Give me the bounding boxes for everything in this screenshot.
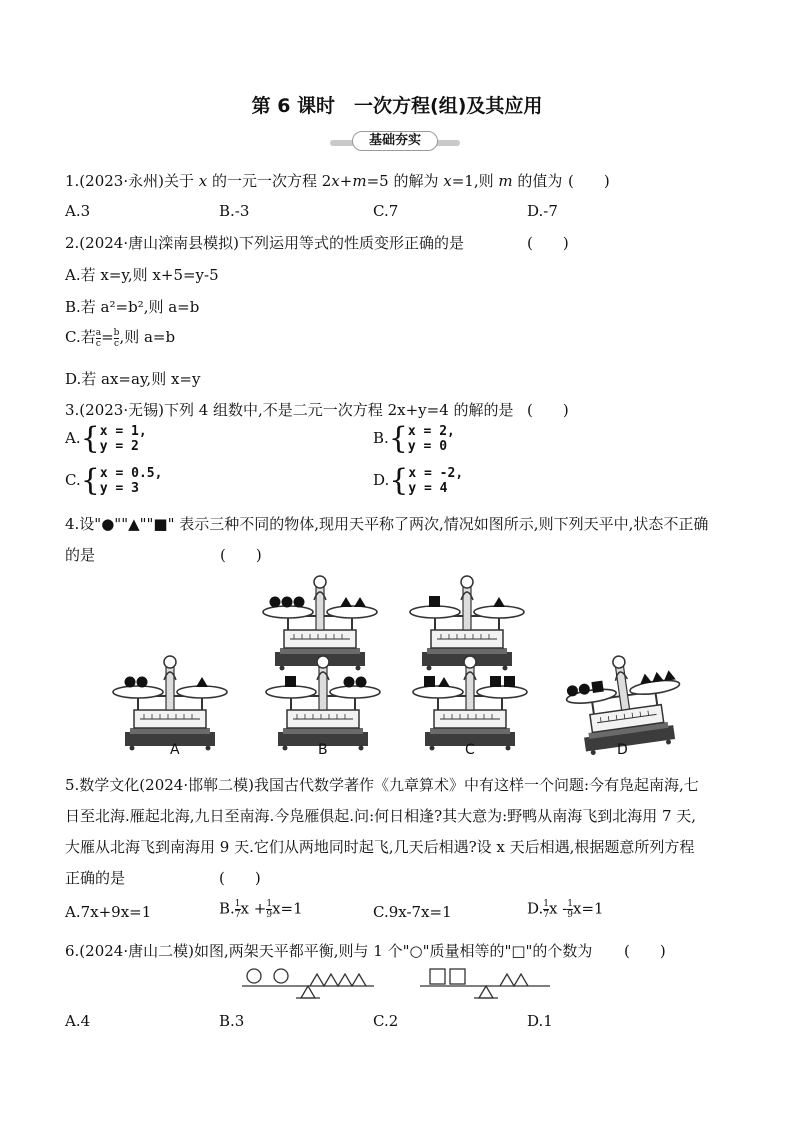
brace: { [388, 421, 408, 456]
q6-balance-figures [0, 962, 794, 1004]
q1-answer-blank[interactable]: ( ) [568, 172, 610, 190]
q5-stem-line1: 5.数学文化(2024·邯郸二模)我国古代数学著作《九章算术》中有这样一个问题:今有凫起南海,七 [65, 776, 699, 794]
q1-var: x [198, 172, 208, 190]
numerator: 1 [543, 899, 549, 909]
q1-option-b[interactable]: B.-3 [219, 202, 250, 220]
q2-c-text: ,则 a=b [119, 328, 176, 346]
q4-stem-line1: 4.设"●""▲""■" 表示三种不同的物体,现用天平称了两次,情况如图所示,则下列天平中,状态不正确 [65, 515, 709, 533]
q5-option-b[interactable] [219, 899, 303, 920]
system-line: y = 0 [407, 439, 448, 454]
equation-system [100, 424, 147, 454]
brace: { [389, 463, 409, 498]
system-line: y = 2 [99, 439, 139, 454]
option-letter: D. [527, 899, 544, 918]
section-header [330, 131, 460, 151]
q1-text: 1.(2023·永州)关于 [65, 172, 199, 190]
denominator: 9 [266, 910, 273, 920]
q4-balance-figures [0, 560, 794, 765]
q6-answer-blank[interactable]: ( ) [624, 942, 666, 960]
numerator: b [113, 327, 120, 338]
q3-option-a[interactable] [65, 421, 147, 456]
denominator: c [114, 338, 120, 349]
q2-c-text: C.若 [65, 328, 96, 346]
q5-stem-line4: 正确的是 [65, 869, 126, 887]
numerator: 1 [234, 899, 241, 909]
q6-option-d[interactable]: D.1 [527, 1012, 553, 1030]
q1-option-a[interactable]: A.3 [65, 202, 91, 220]
page-title: 第 6 课时 一次方程(组)及其应用 [251, 95, 543, 117]
q5-d-text: x - [549, 899, 568, 918]
numerator: 1 [266, 899, 273, 909]
q1-text: + [339, 172, 353, 190]
equation-system [100, 466, 163, 496]
q2-option-d[interactable]: D.若 ax=ay,则 x=y [65, 370, 201, 388]
q1-var: m [498, 172, 513, 190]
q3-option-d[interactable] [373, 463, 464, 498]
equation-system [408, 424, 455, 454]
q2-stem: 2.(2024·唐山滦南县模拟)下列运用等式的性质变形正确的是 [65, 234, 464, 252]
q1-text: =5 的解为 [366, 172, 444, 190]
q6-stem: 6.(2024·唐山二模)如图,两架天平都平衡,则与 1 个"○"质量相等的"□"的个数为 [65, 942, 593, 960]
q4-label-a[interactable]: A [170, 742, 180, 758]
system-line: x = 1, [99, 424, 147, 439]
q5-option-c[interactable]: C.9x-7x=1 [373, 903, 452, 921]
q2-option-a[interactable]: A.若 x=y,则 x+5=y-5 [65, 266, 219, 284]
section-label: 基础夯实 [352, 131, 438, 151]
q5-option-a[interactable]: A.7x+9x=1 [65, 903, 152, 921]
q2-option-b[interactable]: B.若 a²=b²,则 a=b [65, 298, 200, 316]
q6-option-b[interactable]: B.3 [219, 1012, 245, 1030]
q1-var: x [443, 172, 452, 190]
numerator: a [95, 327, 102, 338]
q5-d-text: x=1 [573, 899, 604, 918]
option-letter: B. [373, 429, 389, 447]
system-line: x = 2, [407, 424, 455, 439]
q6-option-c[interactable]: C.2 [373, 1012, 399, 1030]
q1-text: 的一元一次方程 2 [207, 172, 332, 190]
system-line: y = 4 [408, 481, 448, 496]
q3-option-c[interactable] [65, 463, 163, 498]
q6-option-a[interactable]: A.4 [65, 1012, 91, 1030]
q1-option-c[interactable]: C.7 [373, 202, 399, 220]
q1-text: =1,则 [451, 172, 499, 190]
equation-system [408, 466, 463, 496]
system-line: x = 0.5, [99, 466, 163, 481]
denominator: c [95, 338, 101, 349]
q4-label-d[interactable]: D [617, 742, 628, 758]
system-line: x = -2, [408, 466, 464, 481]
denominator: 7 [234, 910, 241, 920]
q3-answer-blank[interactable]: ( ) [527, 401, 569, 419]
system-line: y = 3 [99, 481, 139, 496]
q5-stem-line2: 日至北海.雁起北海,九日至南海.今凫雁俱起.问:何日相逢?其大意为:野鸭从南海飞到北海用 7 天, [65, 807, 697, 825]
q1-option-d[interactable]: D.-7 [527, 202, 558, 220]
q5-stem-line3: 大雁从北海飞到南海用 9 天.它们从两地同时起飞,几天后相遇?设 x 天后相遇,根据题意所列方程 [65, 838, 695, 856]
q3-stem: 3.(2023·无锡)下列 4 组数中,不是二元一次方程 2x+y=4 的解的是 [65, 401, 514, 419]
option-letter: D. [373, 471, 390, 489]
q1-text: 的值为 [512, 172, 563, 190]
q2-answer-blank[interactable]: ( ) [527, 234, 569, 252]
q5-b-text: x + [240, 899, 267, 918]
brace: { [80, 421, 100, 456]
denominator: 9 [567, 910, 574, 920]
q2-c-text: = [101, 328, 114, 346]
brace: { [80, 463, 100, 498]
q4-answer-blank[interactable]: ( ) [220, 546, 262, 564]
q4-stem-line2: 的是 [65, 546, 96, 564]
q3-option-b[interactable] [373, 421, 455, 456]
q1-stem [65, 170, 562, 191]
q4-label-c[interactable]: C [465, 742, 475, 758]
q5-option-d[interactable] [527, 899, 604, 920]
q1-var: x [331, 172, 340, 190]
q1-var: m [352, 172, 367, 190]
q5-b-text: x=1 [272, 899, 303, 918]
denominator: 7 [543, 910, 549, 920]
q2-option-c[interactable] [65, 326, 175, 349]
option-letter: C. [65, 471, 81, 489]
q4-label-b[interactable]: B [318, 742, 328, 758]
option-letter: A. [65, 429, 81, 447]
numerator: 1 [567, 899, 574, 909]
option-letter: B. [219, 899, 235, 918]
q5-answer-blank[interactable]: ( ) [219, 869, 261, 887]
